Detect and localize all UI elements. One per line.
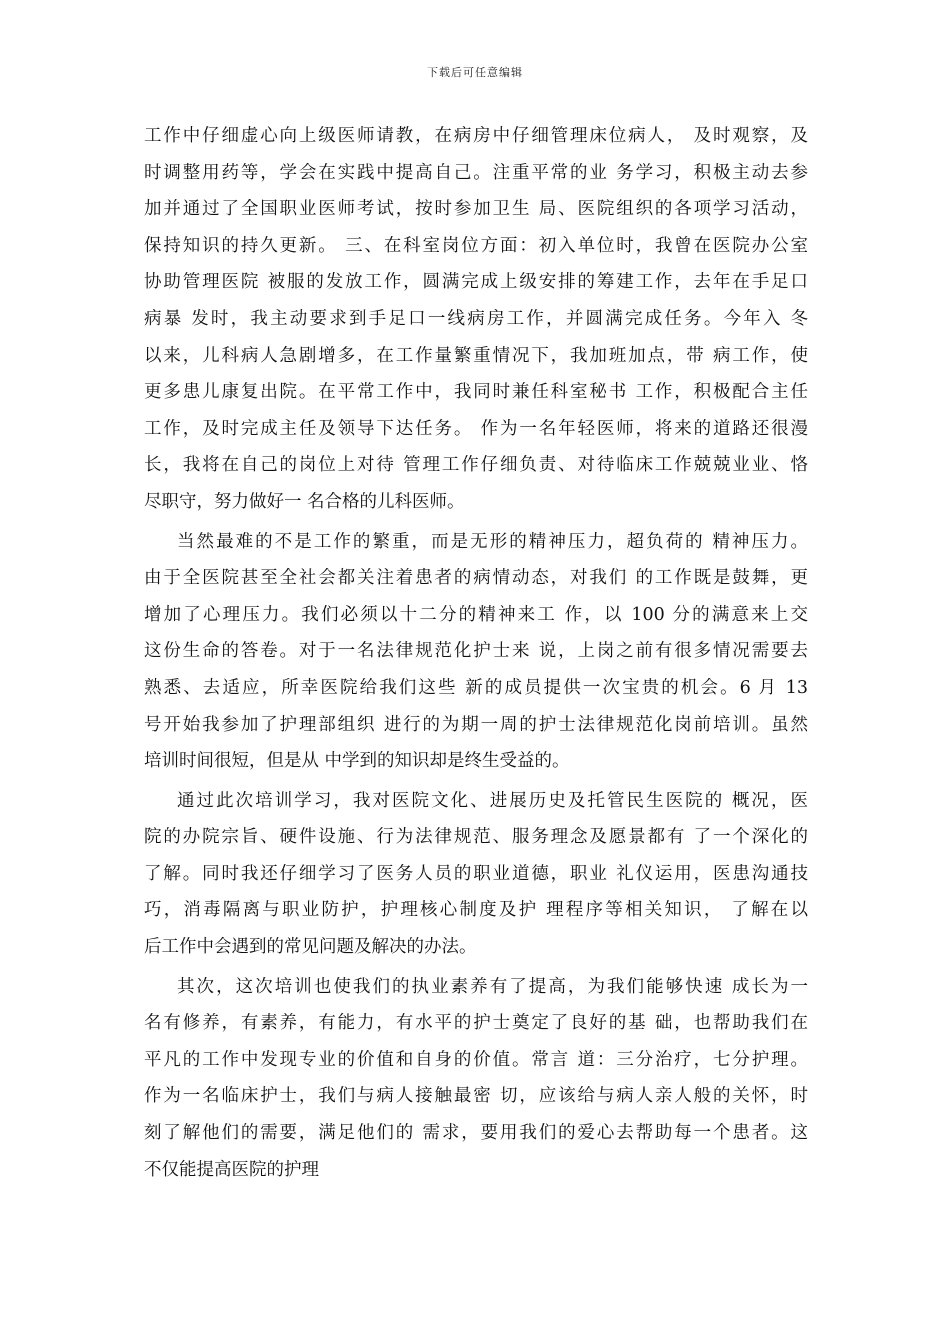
text-line: 培训时间很短，但是从 中学到的知识却是终生受益的。 (144, 751, 570, 772)
paragraph-1 (144, 118, 808, 521)
text-line: 平凡的工作中发现专业的价值和自身的价值。常言 道：三分治疗，七分护理。 (144, 1049, 808, 1070)
text-line: 巧，消毒隔离与职业防护，护理核心制度及护 理程序等相关知识， 了解在以 (144, 900, 808, 921)
text-line: 当然最难的不是工作的繁重，而是无形的精神压力，超负荷的 精神压力。 (177, 531, 808, 552)
page-header: 下载后可任意编辑 (427, 66, 523, 79)
paragraph-2 (144, 524, 808, 780)
document-body (144, 118, 808, 1188)
text-line: 长，我将在自己的岗位上对待 管理工作仔细负责、对待临床工作兢兢业业、恪 (144, 455, 808, 476)
text-line: 作为一名临床护士，我们与病人接触最密 切，应该给与病人亲人般的关怀，时 (144, 1086, 808, 1107)
text-line: 其次，这次培训也使我们的执业素养有了提高，为我们能够快速 成长为一 (177, 976, 808, 997)
text-line: 病暴 发时，我主动要求到手足口一线病房工作，并圆满完成任务。今年入 冬 (144, 308, 808, 329)
text-line: 时调整用药等，学会在实践中提高自己。注重平常的业 务学习，积极主动去参 (144, 162, 808, 183)
text-line: 号开始我参加了护理部组织 进行的为期一周的护士法律规范化岗前培训。虽然 (144, 714, 808, 735)
paragraph-4 (144, 969, 808, 1189)
text-line: 尽职守，努力做好一 名合格的儿科医师。 (144, 491, 465, 512)
text-line: 工作中仔细虚心向上级医师请教，在病房中仔细管理床位病人， 及时观察，及 (144, 126, 808, 146)
text-line: 工作，及时完成主任及领导下达任务。 作为一名年轻医师，将来的道路还很漫 (144, 418, 808, 439)
text-line: 保持知识的持久更新。 三、在科室岗位方面：初入单位时，我曾在医院办公室 (144, 235, 808, 256)
text-line: 刻了解他们的需要，满足他们的 需求，要用我们的爱心去帮助每一个患者。这 (144, 1123, 808, 1144)
text-line: 不仅能提高医院的护理 (144, 1159, 319, 1180)
text-line: 通过此次培训学习，我对医院文化、进展历史及托管民生医院的 概况，医 (177, 790, 808, 811)
text-line: 由于全医院甚至全社会都关注着患者的病情动态，对我们 的工作既是鼓舞，更 (144, 568, 808, 589)
text-line: 加并通过了全国职业医师考试，按时参加卫生 局、医院组织的各项学习活动， (144, 199, 808, 220)
text-line: 增加了心理压力。我们必须以十二分的精神来工 作，以 100 分的满意来上交 (144, 604, 808, 625)
text-line: 熟悉、去适应，所幸医院给我们这些 新的成员提供一次宝贵的机会。6 月 13 (144, 677, 808, 698)
text-line: 了解。同时我还仔细学习了医务人员的职业道德，职业 礼仪运用，医患沟通技 (144, 863, 808, 884)
text-line: 这份生命的答卷。对于一名法律规范化护士来 说，上岗之前有很多情况需要去 (144, 641, 808, 662)
text-line: 更多患儿康复出院。在平常工作中，我同时兼任科室秘书 工作，积极配合主任 (144, 382, 808, 403)
text-line: 协助管理医院 被服的发放工作，圆满完成上级安排的筹建工作，去年在手足口 (144, 272, 808, 293)
paragraph-3 (144, 783, 808, 966)
text-line: 后工作中会遇到的常见问题及解决的办法。 (144, 937, 477, 958)
text-line: 以来，儿科病人急剧增多，在工作量繁重情况下，我加班加点，带 病工作，使 (144, 345, 808, 366)
text-line: 院的办院宗旨、硬件设施、行为法律规范、服务理念及愿景都有 了一个深化的 (144, 827, 808, 848)
text-line: 名有修养，有素养，有能力，有水平的护士奠定了良好的基 础，也帮助我们在 (144, 1013, 808, 1034)
